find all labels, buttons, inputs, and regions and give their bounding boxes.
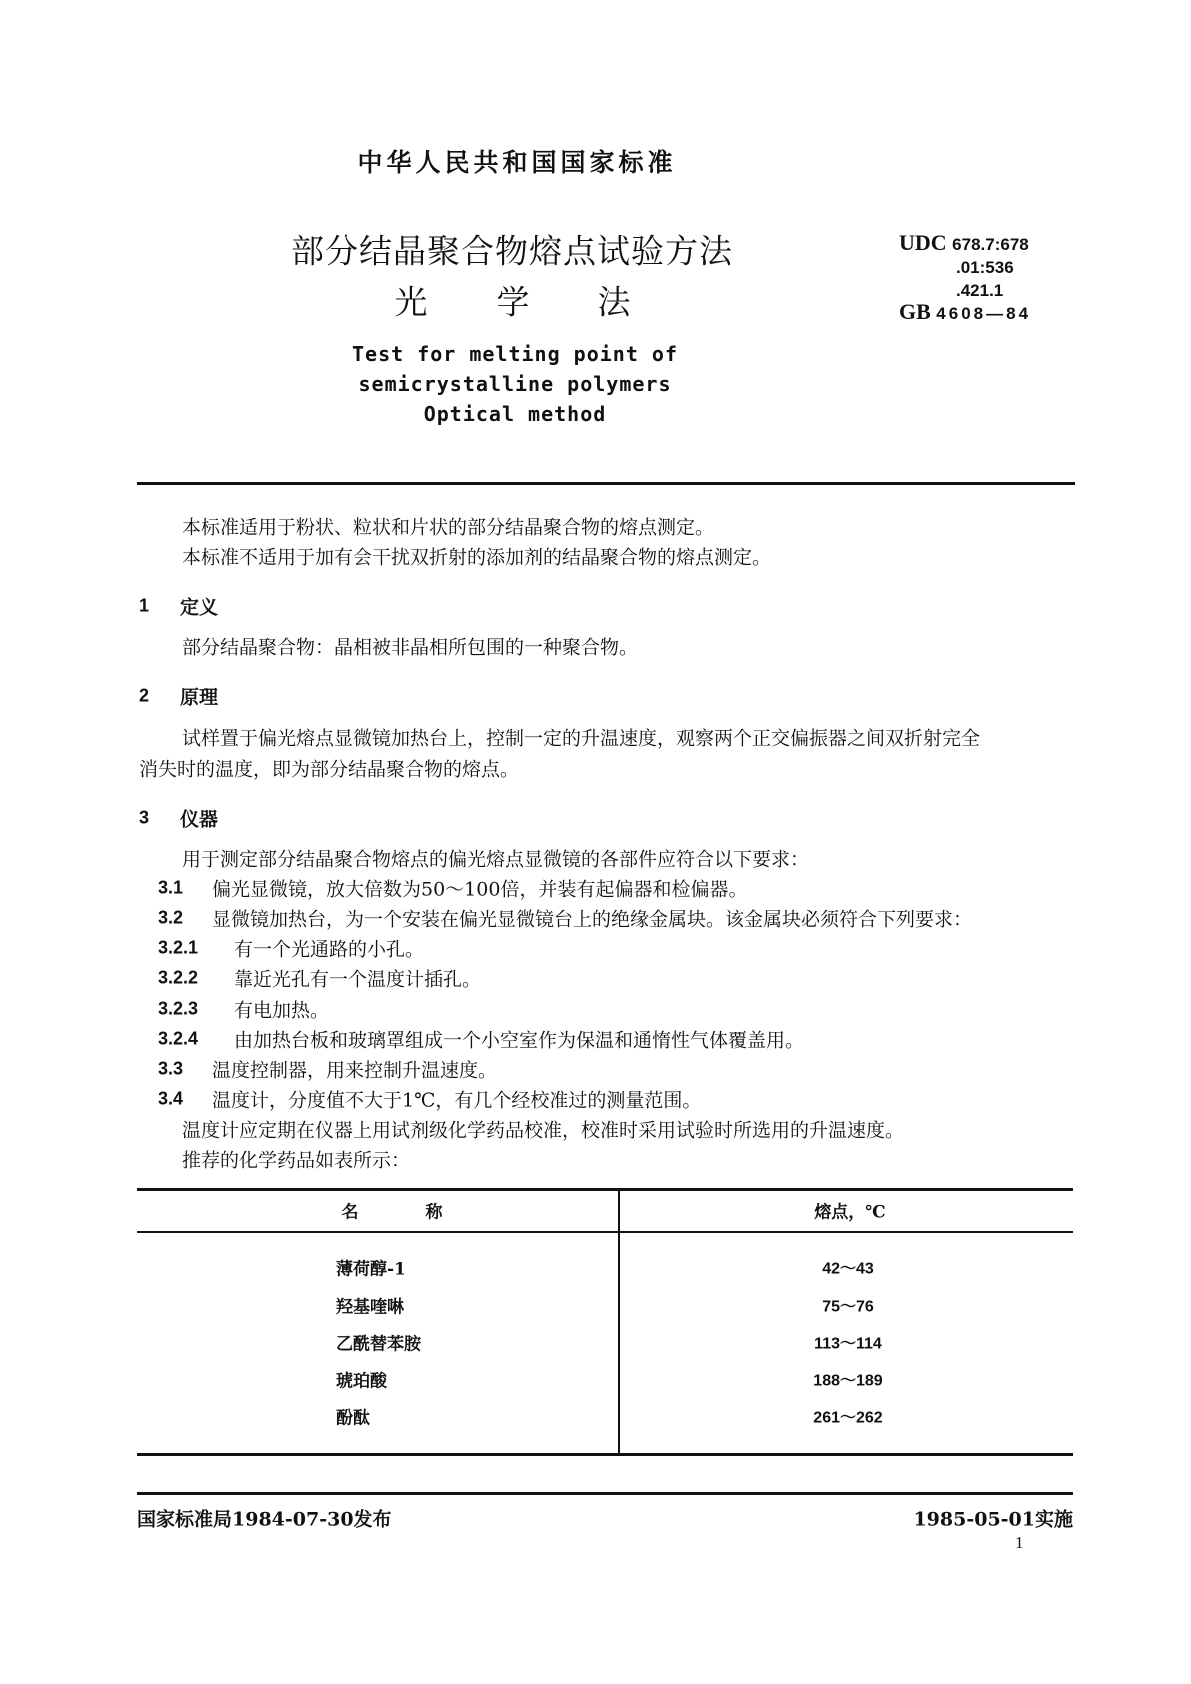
clause-number: 3.2	[158, 907, 184, 928]
section-1-text: 部分结晶聚合物：晶相被非晶相所包围的一种聚合物。	[182, 636, 639, 659]
table-header-name-a: 名	[341, 1202, 359, 1223]
clause-text: 温度控制器，用来控制升温速度。	[212, 1059, 498, 1082]
table-bottom-rule	[137, 1453, 1073, 1456]
section-3-number: 3	[139, 807, 150, 828]
chemical-name: 琥珀酸	[336, 1371, 387, 1392]
clause-number: 3.3	[158, 1058, 184, 1079]
table-header-rule	[137, 1231, 1073, 1233]
section-2-text-line1: 试样置于偏光熔点显微镜加热台上，控制一定的升温速度，观察两个正交偏振器之间双折射完全	[182, 727, 981, 750]
chemical-name: 薄荷醇-1	[336, 1259, 406, 1280]
melting-point-value: 42～43	[822, 1260, 874, 1278]
clause-text: 温度计，分度值不大于1℃，有几个经校准过的测量范围。	[212, 1089, 702, 1112]
table-header-name-b: 称	[425, 1202, 443, 1223]
intro-line2: 本标准不适用于加有会干扰双折射的添加剂的结晶聚合物的熔点测定。	[182, 546, 772, 569]
melting-point-value: 113～114	[814, 1335, 882, 1353]
issued-date: 国家标准局1984-07-30发布	[137, 1508, 392, 1531]
header-rule	[137, 482, 1075, 485]
clause-number: 3.2.1	[158, 937, 199, 958]
section-3-title: 仪器	[180, 808, 219, 831]
table-top-rule	[137, 1188, 1073, 1191]
chemical-name: 乙酰替苯胺	[336, 1334, 421, 1355]
melting-point-value: 261～262	[813, 1409, 883, 1427]
clause-number: 3.4	[158, 1088, 184, 1109]
table-column-divider	[618, 1189, 620, 1455]
chemical-name: 羟基喹啉	[336, 1297, 404, 1318]
clause-text: 偏光显微镜，放大倍数为50～100倍，并装有起偏器和检偏器。	[212, 878, 748, 901]
clause-number: 3.2.3	[158, 998, 199, 1019]
clause-text: 有电加热。	[234, 999, 330, 1022]
udc-label: UDC	[899, 230, 947, 255]
clause-number: 3.2.2	[158, 967, 199, 988]
title-zh-char-3: 法	[597, 282, 631, 322]
clause-text: 显微镜加热台，为一个安装在偏光显微镜台上的绝缘金属块。该金属块必须符合下列要求：	[212, 908, 973, 931]
clause-text: 靠近光孔有一个温度计插孔。	[234, 968, 482, 991]
section-1-number: 1	[139, 595, 150, 616]
section-1-title: 定义	[180, 596, 219, 619]
clause-text: 由加热台板和玻璃罩组成一个小空室作为保温和通惰性气体覆盖用。	[234, 1029, 805, 1052]
effective-date: 1985-05-01实施	[913, 1508, 1073, 1531]
udc-block	[899, 232, 1031, 324]
section-3-note1: 温度计应定期在仪器上用试剂级化学药品校准，校准时采用试验时所选用的升温速度。	[182, 1119, 905, 1142]
clause-number: 3.1	[158, 877, 184, 898]
intro-line1: 本标准适用于粉状、粒状和片状的部分结晶聚合物的熔点测定。	[182, 516, 715, 539]
section-2-text-line2: 消失时的温度，即为部分结晶聚合物的熔点。	[139, 758, 520, 781]
section-2-title: 原理	[180, 686, 219, 709]
national-standard-heading: 中华人民共和国国家标准	[357, 148, 677, 177]
gb-label: GB	[899, 299, 931, 324]
chemical-name: 酚酞	[336, 1408, 370, 1429]
section-3-intro: 用于测定部分结晶聚合物熔点的偏光熔点显微镜的各部件应符合以下要求：	[182, 848, 810, 871]
title-zh-char-1: 光	[394, 282, 428, 322]
udc-line3: .421.1	[956, 281, 1004, 300]
title-en-line3: Optical method	[423, 402, 607, 426]
gb-number: 4608—84	[936, 304, 1032, 323]
section-2-number: 2	[139, 685, 150, 706]
table-header-melting-point: 熔点，℃	[814, 1202, 886, 1223]
udc-line2: .01:536	[956, 258, 1014, 277]
melting-point-value: 188～189	[813, 1372, 883, 1390]
title-zh: 部分结晶聚合物熔点试验方法	[291, 231, 733, 271]
clause-text: 有一个光通路的小孔。	[234, 938, 425, 961]
footer-rule	[137, 1492, 1073, 1495]
clause-number: 3.2.4	[158, 1028, 199, 1049]
title-en-line2: semicrystalline polymers	[358, 372, 672, 396]
melting-point-value: 75～76	[822, 1298, 874, 1316]
title-zh-char-2: 学	[496, 282, 530, 322]
section-3-note2: 推荐的化学药品如表所示：	[182, 1149, 411, 1172]
title-en-line1: Test for melting point of	[351, 342, 679, 366]
page-number: 1	[1015, 1533, 1024, 1552]
udc-line1: 678.7:678	[952, 235, 1029, 254]
